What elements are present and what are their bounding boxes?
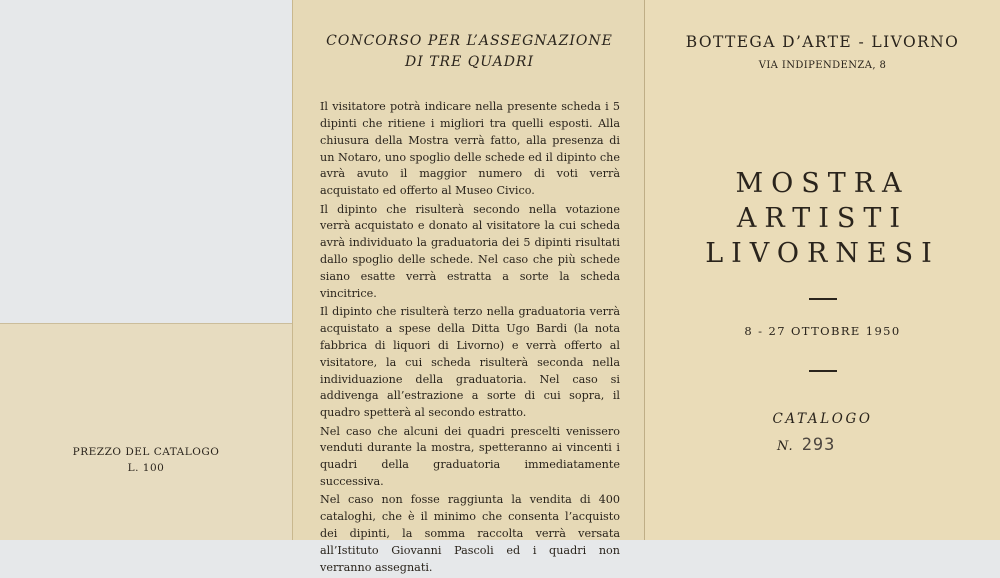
rules-paragraph: Nel caso che alcuni dei quadri prescelti venissero venduti durante la mostra, spetteranno ai vincenti i quadri della graduatoria immediatamente successiva. (320, 424, 620, 489)
catalog-number-value: 293 (801, 435, 836, 455)
exhibition-dates: 8 - 27 OTTOBRE 1950 (744, 324, 901, 338)
title-line-1: MOSTRA (735, 168, 910, 199)
rules-paragraph: Il visitatore potrà indicare nella presente scheda i 5 dipinti che ritiene i migliori tra quelli esposti. Alla chiusura della Mostra verrà fatto, alla presenza di un Notaro, uno spoglio delle schede ed il dipinto che avrà avuto il maggior numero di voti verrà acquistato ed offerto al Museo Civico. (320, 100, 620, 198)
title-line-3: LIVORNESI (705, 238, 940, 269)
gallery-name: BOTTEGA D’ARTE - LIVORNO (685, 33, 960, 51)
rules-paragraph: Il dipinto che risulterà terzo nella graduatoria verrà acquistato a spese della Ditta Ugo Bardi (la nota fabbrica di liquori di Livorno) e verrà offerto al visitatore, la cui scheda risulterà seconda nella individuazione della graduatoria. Nel caso si addivenga all’estrazione a sorte di cui sopra, il quadro spetterà al secondo estratto. (320, 305, 620, 420)
competition-rules-page (292, 0, 645, 574)
catalog-label: CATALOGO (772, 411, 873, 427)
competition-heading-line2: DI TRE QUADRI (404, 54, 534, 70)
price-value: L. 100 (127, 462, 165, 474)
price-stub (0, 323, 292, 540)
competition-rules-text (320, 99, 620, 578)
divider (809, 370, 837, 372)
gallery-address: VIA INDIPENDENZA, 8 (758, 60, 887, 71)
catalog-cover (645, 0, 1000, 540)
catalog-number-prefix: N. (777, 439, 794, 454)
rules-paragraph: Nel caso non fosse raggiunta la vendita di 400 cataloghi, che è il minimo che consenta l’acquisto dei dipinti, la somma raccolta verrà versata all’Istituto Giovanni Pascoli ed i quadri non verranno assegnati. (320, 493, 620, 574)
catalog-number (777, 435, 835, 455)
price-label: PREZZO DEL CATALOGO (72, 446, 220, 458)
title-line-2: ARTISTI (736, 203, 909, 234)
rules-paragraph: Il dipinto che risulterà secondo nella votazione verrà acquistato e donato al visitatore la cui scheda avrà individuato la graduatoria dei 5 dipinti risultati dallo spoglio delle schede. Nel caso che più schede siano esatte verrà estratta a sorte la scheda vincitrice. (320, 202, 620, 300)
competition-heading-line1: CONCORSO PER L’ASSEGNAZIONE (326, 33, 613, 49)
divider (809, 298, 837, 300)
